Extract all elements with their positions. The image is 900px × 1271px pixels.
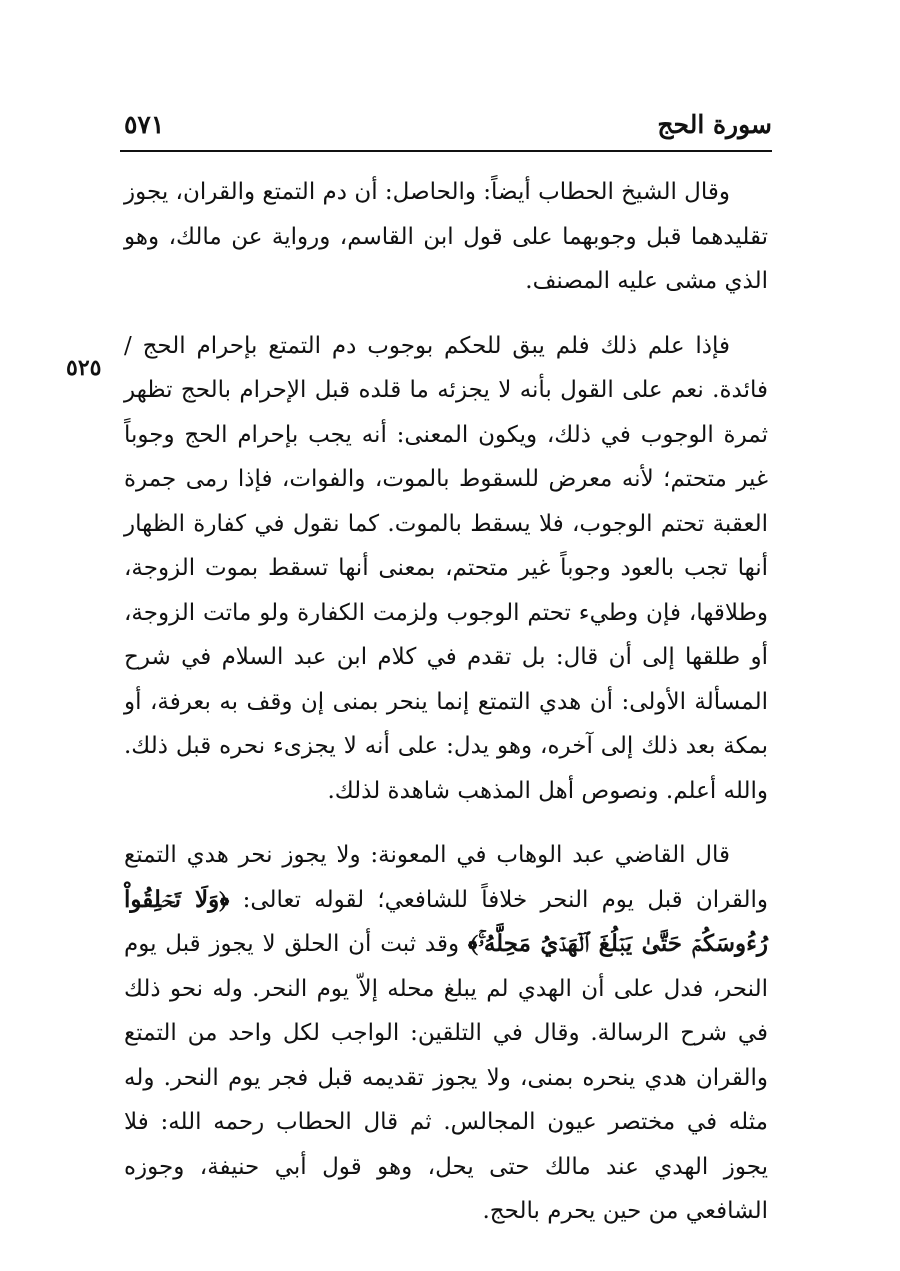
paragraph-2: فإذا علم ذلك فلم يبق للحكم بوجوب دم التمتع بإحرام الحج / فائدة. نعم على القول بأنه لا يجزئه ما قلده قبل الإحرام بالحج تظهر ثمرة الوجوب في ذلك، ويكون المعنى: أنه يجب بإحرام الحج وجوباً غير متحتم؛ لأنه معرض للسقوط بالموت، والفوات، فإذا رمى جمرة العقبة تحتم الوجوب، فلا يسقط بالموت. كما نقول في كفارة الظهار أنها تجب بالعود وجوباً غير متحتم، بمعنى أنها تسقط بموت الزوجة، وطلاقها، فإن وطيء تحتم الوجوب ولزمت الكفارة ولو ماتت الزوجة، أو طلقها إلى أن قال: بل تقدم في كلام ابن عبد السلام في شرح المسألة الأولى: أن هدي التمتع إنما ينحر بمنى إن وقف به بعرفة، أو بمكة بعد ذلك إلى آخره، وهو يدل: على أنه لا يجزىء نحره قبل ذلك. والله أعلم. ونصوص أهل المذهب شاهدة لذلك. <box>124 332 768 804</box>
paragraph-3-before: قال القاضي عبد الوهاب في المعونة: ولا يجوز نحر هدي التمتع والقران قبل يوم النحر خلافاً للشافعي؛ لقوله تعالى: <box>124 842 769 913</box>
page-body <box>124 170 768 1234</box>
chapter-title: سورة الحج <box>657 110 772 139</box>
running-header <box>120 110 772 152</box>
header-divider <box>120 150 772 152</box>
page-number: ٥٧١ <box>124 110 165 139</box>
paragraph-1: وقال الشيخ الحطاب أيضاً: والحاصل: أن دم التمتع والقران، يجوز تقليدهما قبل وجوبهما على قول ابن القاسم، ورواية عن مالك، وهو الذي مشى عليه المصنف. <box>124 179 768 294</box>
paragraph-3-after: وقد ثبت أن الحلق لا يجوز قبل يوم النحر، فدل على أن الهدي لم يبلغ محله إلاّ يوم النحر. وله نحو ذلك في شرح الرسالة. وقال في التلقين: الواجب لكل واحد من التمتع والقران هدي ينحره بمنى، ولا يجوز تقديمه قبل فجر يوم النحر. وله مثله في مختصر عيون المجالس. ثم قال الحطاب رحمه الله: فلا يجوز الهدي عند مالك حتى يحل، وهو قول أبي حنيفة، وجوزه الشافعي من حين يحرم بالحج. <box>124 931 768 1224</box>
quran-verse: ﴿وَلَا تَحۡلِقُواْ رُءُوسَكُمۡ حَتَّىٰ يَبۡلُغَ ٱلۡهَدۡيُ مَحِلَّهُۥۚ﴾ <box>124 885 768 957</box>
manuscript-page-marker: ٥٢٥ <box>66 355 102 381</box>
paragraph-3 <box>124 833 768 1234</box>
